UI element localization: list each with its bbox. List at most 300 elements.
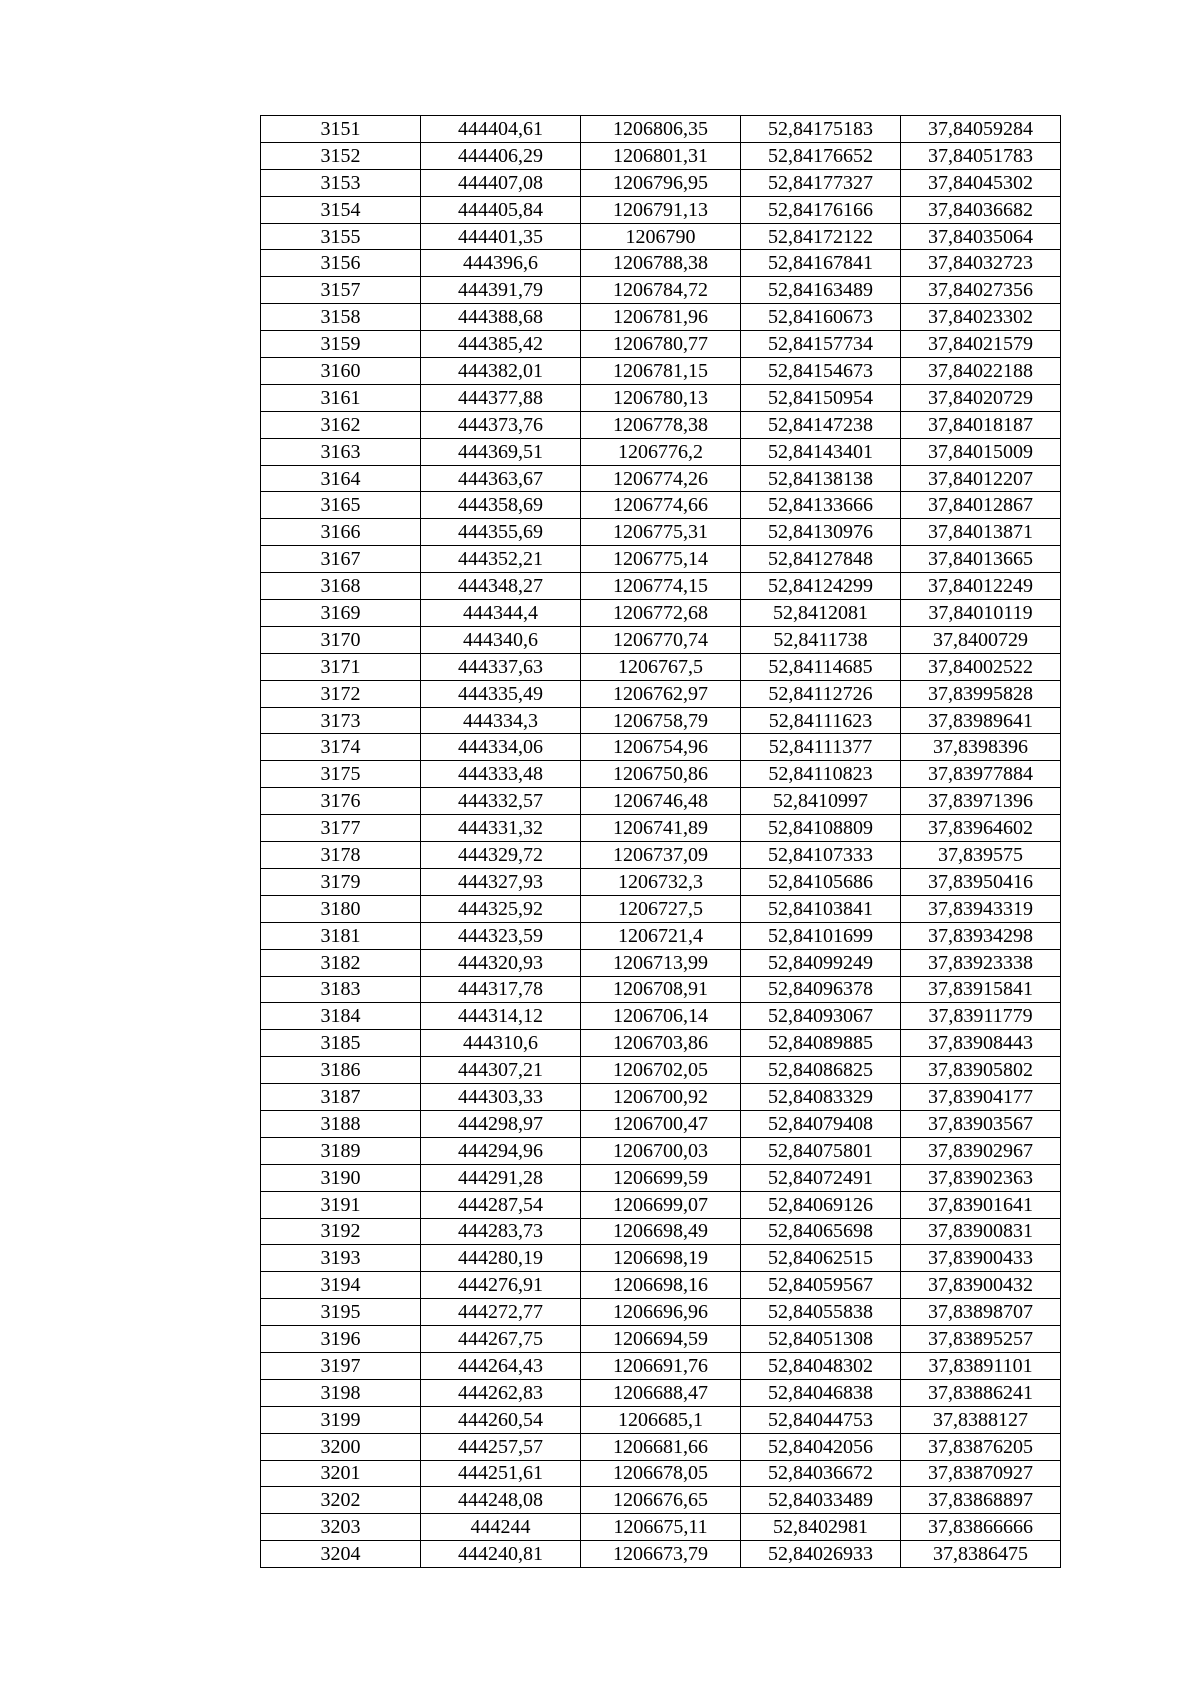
y-coordinate-cell: 1206696,96 (581, 1299, 741, 1326)
longitude-cell: 37,84018187 (901, 411, 1061, 438)
point-number-cell: 3183 (261, 976, 421, 1003)
point-number-cell: 3201 (261, 1460, 421, 1487)
point-number-cell: 3193 (261, 1245, 421, 1272)
x-coordinate-cell: 444404,61 (421, 116, 581, 143)
latitude-cell: 52,84176166 (741, 196, 901, 223)
point-number-cell: 3194 (261, 1272, 421, 1299)
latitude-cell: 52,84167841 (741, 250, 901, 277)
y-coordinate-cell: 1206703,86 (581, 1030, 741, 1057)
x-coordinate-cell: 444352,21 (421, 546, 581, 573)
x-coordinate-cell: 444244 (421, 1514, 581, 1541)
y-coordinate-cell: 1206694,59 (581, 1326, 741, 1353)
longitude-cell: 37,83902967 (901, 1137, 1061, 1164)
y-coordinate-cell: 1206746,48 (581, 788, 741, 815)
x-coordinate-cell: 444382,01 (421, 358, 581, 385)
y-coordinate-cell: 1206762,97 (581, 680, 741, 707)
y-coordinate-cell: 1206737,09 (581, 842, 741, 869)
latitude-cell: 52,84175183 (741, 116, 901, 143)
x-coordinate-cell: 444377,88 (421, 384, 581, 411)
y-coordinate-cell: 1206675,11 (581, 1514, 741, 1541)
longitude-cell: 37,84059284 (901, 116, 1061, 143)
y-coordinate-cell: 1206780,13 (581, 384, 741, 411)
coordinates-table-body (261, 116, 1061, 1568)
point-number-cell: 3176 (261, 788, 421, 815)
y-coordinate-cell: 1206732,3 (581, 868, 741, 895)
point-number-cell: 3168 (261, 573, 421, 600)
table-row (261, 1057, 1061, 1084)
x-coordinate-cell: 444334,3 (421, 707, 581, 734)
latitude-cell: 52,84111377 (741, 734, 901, 761)
y-coordinate-cell: 1206681,66 (581, 1433, 741, 1460)
table-row (261, 1245, 1061, 1272)
point-number-cell: 3165 (261, 492, 421, 519)
x-coordinate-cell: 444287,54 (421, 1191, 581, 1218)
point-number-cell: 3203 (261, 1514, 421, 1541)
latitude-cell: 52,84157734 (741, 331, 901, 358)
table-row (261, 1137, 1061, 1164)
table-row (261, 1191, 1061, 1218)
y-coordinate-cell: 1206699,07 (581, 1191, 741, 1218)
table-row (261, 815, 1061, 842)
y-coordinate-cell: 1206713,99 (581, 949, 741, 976)
point-number-cell: 3172 (261, 680, 421, 707)
latitude-cell: 52,84044753 (741, 1406, 901, 1433)
point-number-cell: 3188 (261, 1110, 421, 1137)
point-number-cell: 3163 (261, 438, 421, 465)
x-coordinate-cell: 444283,73 (421, 1218, 581, 1245)
table-row (261, 1406, 1061, 1433)
table-row (261, 384, 1061, 411)
table-row (261, 1460, 1061, 1487)
latitude-cell: 52,84089885 (741, 1030, 901, 1057)
point-number-cell: 3166 (261, 519, 421, 546)
point-number-cell: 3187 (261, 1084, 421, 1111)
longitude-cell: 37,83868897 (901, 1487, 1061, 1514)
longitude-cell: 37,83891101 (901, 1352, 1061, 1379)
longitude-cell: 37,83908443 (901, 1030, 1061, 1057)
y-coordinate-cell: 1206698,19 (581, 1245, 741, 1272)
longitude-cell: 37,84022188 (901, 358, 1061, 385)
table-row (261, 1003, 1061, 1030)
y-coordinate-cell: 1206698,16 (581, 1272, 741, 1299)
table-row (261, 1084, 1061, 1111)
y-coordinate-cell: 1206775,31 (581, 519, 741, 546)
point-number-cell: 3200 (261, 1433, 421, 1460)
y-coordinate-cell: 1206708,91 (581, 976, 741, 1003)
latitude-cell: 52,84105686 (741, 868, 901, 895)
longitude-cell: 37,83989641 (901, 707, 1061, 734)
y-coordinate-cell: 1206706,14 (581, 1003, 741, 1030)
table-row (261, 842, 1061, 869)
longitude-cell: 37,83905802 (901, 1057, 1061, 1084)
longitude-cell: 37,84035064 (901, 223, 1061, 250)
y-coordinate-cell: 1206788,38 (581, 250, 741, 277)
latitude-cell: 52,84051308 (741, 1326, 901, 1353)
x-coordinate-cell: 444405,84 (421, 196, 581, 223)
latitude-cell: 52,84150954 (741, 384, 901, 411)
x-coordinate-cell: 444406,29 (421, 142, 581, 169)
table-row (261, 895, 1061, 922)
y-coordinate-cell: 1206781,15 (581, 358, 741, 385)
latitude-cell: 52,84059567 (741, 1272, 901, 1299)
table-row (261, 1487, 1061, 1514)
longitude-cell: 37,839575 (901, 842, 1061, 869)
y-coordinate-cell: 1206784,72 (581, 277, 741, 304)
latitude-cell: 52,84112726 (741, 680, 901, 707)
table-row (261, 1110, 1061, 1137)
latitude-cell: 52,84147238 (741, 411, 901, 438)
y-coordinate-cell: 1206700,47 (581, 1110, 741, 1137)
point-number-cell: 3199 (261, 1406, 421, 1433)
point-number-cell: 3161 (261, 384, 421, 411)
table-row (261, 142, 1061, 169)
point-number-cell: 3175 (261, 761, 421, 788)
y-coordinate-cell: 1206727,5 (581, 895, 741, 922)
table-row (261, 626, 1061, 653)
point-number-cell: 3189 (261, 1137, 421, 1164)
table-row (261, 304, 1061, 331)
longitude-cell: 37,8398396 (901, 734, 1061, 761)
latitude-cell: 52,84160673 (741, 304, 901, 331)
latitude-cell: 52,8410997 (741, 788, 901, 815)
table-row (261, 438, 1061, 465)
y-coordinate-cell: 1206801,31 (581, 142, 741, 169)
latitude-cell: 52,84072491 (741, 1164, 901, 1191)
latitude-cell: 52,84163489 (741, 277, 901, 304)
table-row (261, 465, 1061, 492)
longitude-cell: 37,83904177 (901, 1084, 1061, 1111)
point-number-cell: 3185 (261, 1030, 421, 1057)
latitude-cell: 52,84127848 (741, 546, 901, 573)
y-coordinate-cell: 1206700,03 (581, 1137, 741, 1164)
latitude-cell: 52,84103841 (741, 895, 901, 922)
point-number-cell: 3181 (261, 922, 421, 949)
latitude-cell: 52,8411738 (741, 626, 901, 653)
longitude-cell: 37,84012867 (901, 492, 1061, 519)
y-coordinate-cell: 1206758,79 (581, 707, 741, 734)
coordinates-table (260, 115, 1061, 1568)
latitude-cell: 52,84099249 (741, 949, 901, 976)
y-coordinate-cell: 1206774,15 (581, 573, 741, 600)
y-coordinate-cell: 1206678,05 (581, 1460, 741, 1487)
point-number-cell: 3153 (261, 169, 421, 196)
point-number-cell: 3198 (261, 1379, 421, 1406)
x-coordinate-cell: 444264,43 (421, 1352, 581, 1379)
latitude-cell: 52,84101699 (741, 922, 901, 949)
longitude-cell: 37,83915841 (901, 976, 1061, 1003)
y-coordinate-cell: 1206721,4 (581, 922, 741, 949)
latitude-cell: 52,84079408 (741, 1110, 901, 1137)
longitude-cell: 37,83876205 (901, 1433, 1061, 1460)
table-row (261, 1299, 1061, 1326)
longitude-cell: 37,8388127 (901, 1406, 1061, 1433)
point-number-cell: 3160 (261, 358, 421, 385)
y-coordinate-cell: 1206790 (581, 223, 741, 250)
latitude-cell: 52,84154673 (741, 358, 901, 385)
latitude-cell: 52,84033489 (741, 1487, 901, 1514)
table-row (261, 277, 1061, 304)
x-coordinate-cell: 444307,21 (421, 1057, 581, 1084)
x-coordinate-cell: 444317,78 (421, 976, 581, 1003)
x-coordinate-cell: 444267,75 (421, 1326, 581, 1353)
table-row (261, 1352, 1061, 1379)
x-coordinate-cell: 444340,6 (421, 626, 581, 653)
latitude-cell: 52,84048302 (741, 1352, 901, 1379)
point-number-cell: 3171 (261, 653, 421, 680)
longitude-cell: 37,83995828 (901, 680, 1061, 707)
y-coordinate-cell: 1206781,96 (581, 304, 741, 331)
longitude-cell: 37,83900831 (901, 1218, 1061, 1245)
longitude-cell: 37,84010119 (901, 600, 1061, 627)
longitude-cell: 37,83900432 (901, 1272, 1061, 1299)
x-coordinate-cell: 444401,35 (421, 223, 581, 250)
y-coordinate-cell: 1206673,79 (581, 1541, 741, 1568)
y-coordinate-cell: 1206780,77 (581, 331, 741, 358)
table-row (261, 680, 1061, 707)
y-coordinate-cell: 1206688,47 (581, 1379, 741, 1406)
longitude-cell: 37,83950416 (901, 868, 1061, 895)
longitude-cell: 37,83934298 (901, 922, 1061, 949)
point-number-cell: 3184 (261, 1003, 421, 1030)
latitude-cell: 52,84026933 (741, 1541, 901, 1568)
point-number-cell: 3173 (261, 707, 421, 734)
table-row (261, 331, 1061, 358)
x-coordinate-cell: 444329,72 (421, 842, 581, 869)
point-number-cell: 3154 (261, 196, 421, 223)
longitude-cell: 37,83902363 (901, 1164, 1061, 1191)
x-coordinate-cell: 444363,67 (421, 465, 581, 492)
latitude-cell: 52,84108809 (741, 815, 901, 842)
x-coordinate-cell: 444248,08 (421, 1487, 581, 1514)
table-row (261, 116, 1061, 143)
latitude-cell: 52,84138138 (741, 465, 901, 492)
table-row (261, 922, 1061, 949)
y-coordinate-cell: 1206685,1 (581, 1406, 741, 1433)
point-number-cell: 3157 (261, 277, 421, 304)
x-coordinate-cell: 444396,6 (421, 250, 581, 277)
y-coordinate-cell: 1206750,86 (581, 761, 741, 788)
table-row (261, 1030, 1061, 1057)
longitude-cell: 37,84045302 (901, 169, 1061, 196)
x-coordinate-cell: 444332,57 (421, 788, 581, 815)
y-coordinate-cell: 1206754,96 (581, 734, 741, 761)
longitude-cell: 37,83977884 (901, 761, 1061, 788)
x-coordinate-cell: 444385,42 (421, 331, 581, 358)
longitude-cell: 37,83971396 (901, 788, 1061, 815)
x-coordinate-cell: 444276,91 (421, 1272, 581, 1299)
y-coordinate-cell: 1206775,14 (581, 546, 741, 573)
table-row (261, 949, 1061, 976)
table-row (261, 788, 1061, 815)
table-row (261, 707, 1061, 734)
table-row (261, 546, 1061, 573)
x-coordinate-cell: 444314,12 (421, 1003, 581, 1030)
latitude-cell: 52,84086825 (741, 1057, 901, 1084)
x-coordinate-cell: 444291,28 (421, 1164, 581, 1191)
table-row (261, 1272, 1061, 1299)
point-number-cell: 3167 (261, 546, 421, 573)
latitude-cell: 52,84114685 (741, 653, 901, 680)
longitude-cell: 37,84020729 (901, 384, 1061, 411)
x-coordinate-cell: 444355,69 (421, 519, 581, 546)
x-coordinate-cell: 444358,69 (421, 492, 581, 519)
x-coordinate-cell: 444240,81 (421, 1541, 581, 1568)
y-coordinate-cell: 1206772,68 (581, 600, 741, 627)
latitude-cell: 52,84124299 (741, 573, 901, 600)
latitude-cell: 52,84055838 (741, 1299, 901, 1326)
longitude-cell: 37,84013665 (901, 546, 1061, 573)
longitude-cell: 37,84036682 (901, 196, 1061, 223)
y-coordinate-cell: 1206700,92 (581, 1084, 741, 1111)
y-coordinate-cell: 1206676,65 (581, 1487, 741, 1514)
point-number-cell: 3155 (261, 223, 421, 250)
longitude-cell: 37,83898707 (901, 1299, 1061, 1326)
x-coordinate-cell: 444391,79 (421, 277, 581, 304)
latitude-cell: 52,84036672 (741, 1460, 901, 1487)
point-number-cell: 3152 (261, 142, 421, 169)
longitude-cell: 37,84012249 (901, 573, 1061, 600)
table-row (261, 1218, 1061, 1245)
longitude-cell: 37,83943319 (901, 895, 1061, 922)
x-coordinate-cell: 444344,4 (421, 600, 581, 627)
longitude-cell: 37,8400729 (901, 626, 1061, 653)
latitude-cell: 52,84177327 (741, 169, 901, 196)
latitude-cell: 52,84065698 (741, 1218, 901, 1245)
longitude-cell: 37,84013871 (901, 519, 1061, 546)
x-coordinate-cell: 444325,92 (421, 895, 581, 922)
x-coordinate-cell: 444327,93 (421, 868, 581, 895)
latitude-cell: 52,84093067 (741, 1003, 901, 1030)
table-row (261, 573, 1061, 600)
point-number-cell: 3192 (261, 1218, 421, 1245)
x-coordinate-cell: 444323,59 (421, 922, 581, 949)
x-coordinate-cell: 444337,63 (421, 653, 581, 680)
x-coordinate-cell: 444272,77 (421, 1299, 581, 1326)
table-row (261, 358, 1061, 385)
longitude-cell: 37,8386475 (901, 1541, 1061, 1568)
longitude-cell: 37,84021579 (901, 331, 1061, 358)
point-number-cell: 3196 (261, 1326, 421, 1353)
latitude-cell: 52,84075801 (741, 1137, 901, 1164)
table-row (261, 868, 1061, 895)
table-row (261, 761, 1061, 788)
table-row (261, 223, 1061, 250)
table-row (261, 1379, 1061, 1406)
x-coordinate-cell: 444280,19 (421, 1245, 581, 1272)
point-number-cell: 3179 (261, 868, 421, 895)
point-number-cell: 3156 (261, 250, 421, 277)
x-coordinate-cell: 444334,06 (421, 734, 581, 761)
latitude-cell: 52,84046838 (741, 1379, 901, 1406)
longitude-cell: 37,83886241 (901, 1379, 1061, 1406)
longitude-cell: 37,84015009 (901, 438, 1061, 465)
point-number-cell: 3164 (261, 465, 421, 492)
y-coordinate-cell: 1206691,76 (581, 1352, 741, 1379)
y-coordinate-cell: 1206778,38 (581, 411, 741, 438)
point-number-cell: 3170 (261, 626, 421, 653)
point-number-cell: 3180 (261, 895, 421, 922)
table-row (261, 1326, 1061, 1353)
y-coordinate-cell: 1206791,13 (581, 196, 741, 223)
y-coordinate-cell: 1206698,49 (581, 1218, 741, 1245)
latitude-cell: 52,84176652 (741, 142, 901, 169)
longitude-cell: 37,84051783 (901, 142, 1061, 169)
table-row (261, 653, 1061, 680)
y-coordinate-cell: 1206741,89 (581, 815, 741, 842)
latitude-cell: 52,84143401 (741, 438, 901, 465)
x-coordinate-cell: 444298,97 (421, 1110, 581, 1137)
longitude-cell: 37,83901641 (901, 1191, 1061, 1218)
longitude-cell: 37,84012207 (901, 465, 1061, 492)
y-coordinate-cell: 1206699,59 (581, 1164, 741, 1191)
longitude-cell: 37,83923338 (901, 949, 1061, 976)
table-row (261, 1433, 1061, 1460)
point-number-cell: 3182 (261, 949, 421, 976)
table-row (261, 169, 1061, 196)
x-coordinate-cell: 444407,08 (421, 169, 581, 196)
latitude-cell: 52,84111623 (741, 707, 901, 734)
latitude-cell: 52,84083329 (741, 1084, 901, 1111)
table-row (261, 492, 1061, 519)
x-coordinate-cell: 444294,96 (421, 1137, 581, 1164)
y-coordinate-cell: 1206776,2 (581, 438, 741, 465)
y-coordinate-cell: 1206806,35 (581, 116, 741, 143)
point-number-cell: 3202 (261, 1487, 421, 1514)
point-number-cell: 3174 (261, 734, 421, 761)
point-number-cell: 3191 (261, 1191, 421, 1218)
point-number-cell: 3204 (261, 1541, 421, 1568)
latitude-cell: 52,84042056 (741, 1433, 901, 1460)
longitude-cell: 37,83903567 (901, 1110, 1061, 1137)
latitude-cell: 52,84096378 (741, 976, 901, 1003)
table-row (261, 1541, 1061, 1568)
y-coordinate-cell: 1206770,74 (581, 626, 741, 653)
x-coordinate-cell: 444369,51 (421, 438, 581, 465)
latitude-cell: 52,8412081 (741, 600, 901, 627)
longitude-cell: 37,83870927 (901, 1460, 1061, 1487)
point-number-cell: 3178 (261, 842, 421, 869)
table-row (261, 734, 1061, 761)
table-row (261, 196, 1061, 223)
longitude-cell: 37,83895257 (901, 1326, 1061, 1353)
x-coordinate-cell: 444303,33 (421, 1084, 581, 1111)
x-coordinate-cell: 444373,76 (421, 411, 581, 438)
table-row (261, 411, 1061, 438)
x-coordinate-cell: 444333,48 (421, 761, 581, 788)
point-number-cell: 3177 (261, 815, 421, 842)
x-coordinate-cell: 444320,93 (421, 949, 581, 976)
point-number-cell: 3158 (261, 304, 421, 331)
point-number-cell: 3190 (261, 1164, 421, 1191)
point-number-cell: 3159 (261, 331, 421, 358)
latitude-cell: 52,84107333 (741, 842, 901, 869)
x-coordinate-cell: 444388,68 (421, 304, 581, 331)
point-number-cell: 3169 (261, 600, 421, 627)
x-coordinate-cell: 444251,61 (421, 1460, 581, 1487)
point-number-cell: 3162 (261, 411, 421, 438)
x-coordinate-cell: 444257,57 (421, 1433, 581, 1460)
table-row (261, 519, 1061, 546)
latitude-cell: 52,84110823 (741, 761, 901, 788)
y-coordinate-cell: 1206774,66 (581, 492, 741, 519)
longitude-cell: 37,84032723 (901, 250, 1061, 277)
point-number-cell: 3151 (261, 116, 421, 143)
latitude-cell: 52,8402981 (741, 1514, 901, 1541)
latitude-cell: 52,84133666 (741, 492, 901, 519)
latitude-cell: 52,84172122 (741, 223, 901, 250)
latitude-cell: 52,84069126 (741, 1191, 901, 1218)
y-coordinate-cell: 1206774,26 (581, 465, 741, 492)
